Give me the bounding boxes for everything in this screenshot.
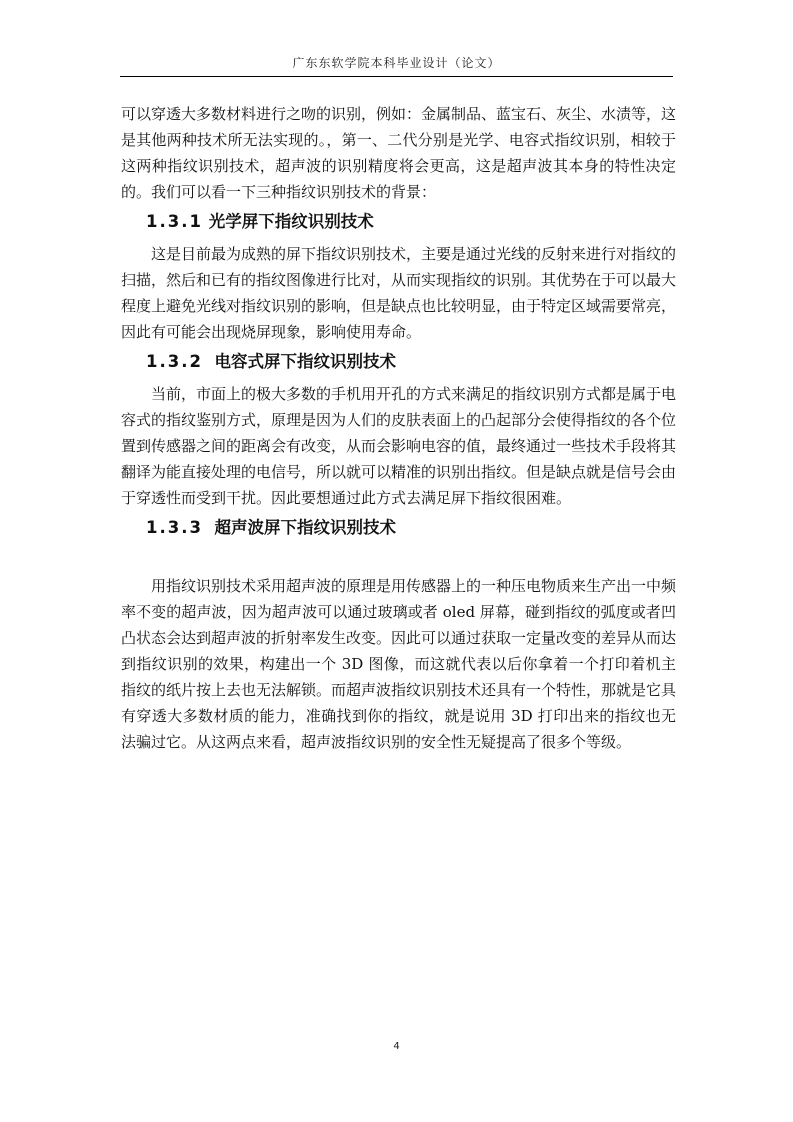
blank-line <box>121 547 676 573</box>
section-title: 光学屏下指纹识别技术 <box>208 212 374 231</box>
section-heading-1-3-3 <box>121 511 676 547</box>
section-paragraph-1-3-2: 当前，市面上的极大多数的手机用开孔的方式来满足的指纹识别方式都是属于电容式的指纹鉴别方式，原理是因为人们的皮肤表面上的凸起部分会使得指纹的各个位置到传感器之间的距离会有改变，从而会影响电容的值，最终通过一些技术手段将其翻译为能直接处理的电信号，所以就可以精准的识别出指纹。但是缺点就是信号会由于穿透性而受到干扰。因此要想通过此方式去满足屏下指纹很困难。 <box>121 385 677 507</box>
section-title: 电容式屏下指纹识别技术 <box>214 352 396 371</box>
section-title: 超声波屏下指纹识别技术 <box>214 518 396 537</box>
page-number: 4 <box>393 1041 400 1052</box>
section-heading-1-3-1 <box>121 205 676 241</box>
section-paragraph-1-3-3: 用指纹识别技术采用超声波的原理是用传感器上的一种压电物质来生产出一中频率不变的超声波，因为超声波可以通过玻璃或者 oled 屏幕，碰到指纹的弧度或者凹凸状态会达到超声波的折射率发生改变。因此可以通过获取一定量改变的差异从而达到指纹识别的效果，构建出一个 3D 图像，而这就代表以后你拿着一个打印着机主指纹的纸片按上去也无法解锁。而超声波指纹识别技术还具有一个特性，那就是它具有穿透大多数材质的能力，准确找到你的指纹，就是说用 3D 打印出来的指纹也无法骗过它。从这两点来看，超声波指纹识别的安全性无疑提高了很多个等级。 <box>121 577 677 751</box>
document-body <box>121 101 676 755</box>
section-number: 1.3.2 <box>146 352 203 371</box>
section-paragraph-1-3-1: 这是目前最为成熟的屏下指纹识别技术，主要是通过光线的反射来进行对指纹的扫描，然后和已有的指纹图像进行比对，从而实现指纹的识别。其优势在于可以最大程度上避免光线对指纹识别的影响，但是缺点也比较明显，由于特定区域需要常亮，因此有可能会出现烧屏现象，影响使用寿命。 <box>121 245 677 341</box>
section-number: 1.3.3 <box>146 518 203 537</box>
header-rule <box>120 76 673 77</box>
section-number: 1.3.1 <box>146 212 203 231</box>
intro-paragraph: 可以穿透大多数材料进行之吻的识别，例如：金属制品、蓝宝石、灰尘、水渍等，这是其他两种技术所无法实现的。，第一、二代分别是光学、电容式指纹识别，相较于这两种指纹识别技术，超声波的识别精度将会更高，这是超声波其本身的特性决定的。我们可以看一下三种指纹识别技术的背景： <box>121 105 677 201</box>
section-heading-1-3-2 <box>121 345 676 381</box>
page-header: 广东东软学院本科毕业设计（论文） <box>292 56 501 70</box>
